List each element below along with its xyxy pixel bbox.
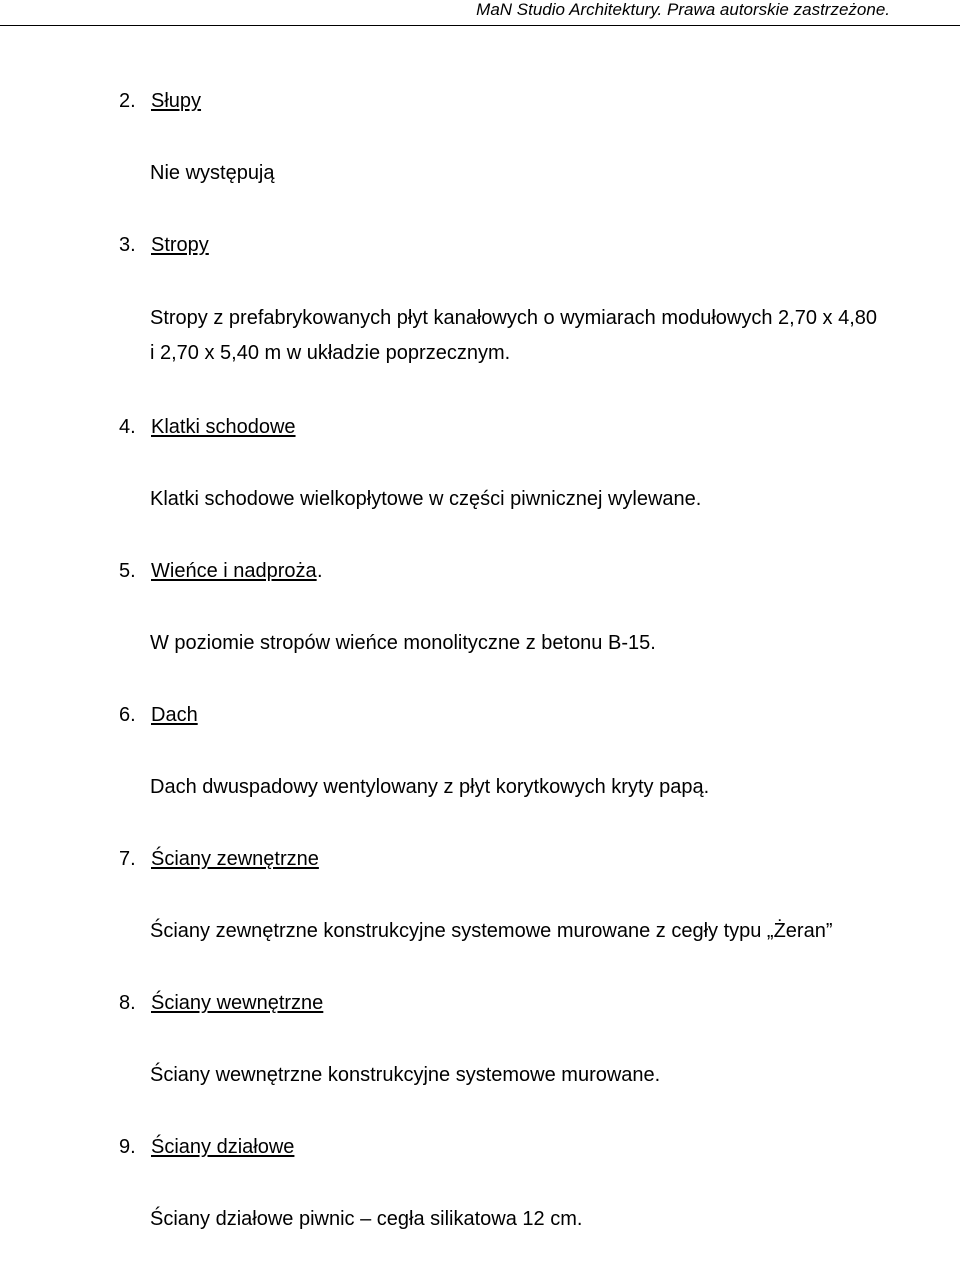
section-title: Stropy: [151, 234, 209, 256]
section-title: Klatki schodowe: [151, 416, 296, 438]
section-title-period: .: [317, 560, 323, 582]
section-heading-sciany-dzialowe: [0, 1131, 960, 1163]
section-body: W poziomie stropów wieńce monolityczne z betonu B-15.: [150, 632, 656, 654]
section-title: Ściany zewnętrzne: [151, 848, 319, 870]
section-title: Ściany działowe: [151, 1136, 295, 1158]
section-number: 6.: [119, 704, 136, 726]
document-content: [0, 85, 960, 1275]
section-body: Dach dwuspadowy wentylowany z płyt korytkowych kryty papą.: [150, 776, 710, 798]
section-heading-slupy: [0, 85, 960, 117]
section-number: 2.: [119, 90, 136, 112]
section-heading-sciany-wewnetrzne: [0, 987, 960, 1019]
section-heading-dach: [0, 699, 960, 731]
section-number: 9.: [119, 1136, 136, 1158]
section-body: Ściany zewnętrzne konstrukcyjne systemowe murowane z cegły typu „Żeran”: [150, 920, 833, 942]
section-title: Słupy: [151, 90, 202, 112]
section-heading-stropy: [0, 229, 960, 261]
section-body: Ściany działowe piwnic – cegła silikatowa 12 cm.: [150, 1208, 583, 1230]
section-number: 8.: [119, 992, 136, 1014]
section-number: 7.: [119, 848, 136, 870]
section-number: 5.: [119, 560, 136, 582]
header-divider: [0, 25, 960, 26]
section-number: 4.: [119, 416, 136, 438]
section-body: Nie występują: [150, 162, 275, 184]
page-header-copyright: MaN Studio Architektury. Prawa autorskie zastrzeżone.: [476, 0, 890, 19]
section-title-text: Wieńce i nadproża: [151, 560, 317, 582]
section-title: [151, 555, 317, 587]
section-title: Ściany wewnętrzne: [151, 992, 324, 1014]
section-body: Ściany wewnętrzne konstrukcyjne systemowe murowane.: [150, 1064, 661, 1086]
section-heading-klatki-schodowe: [0, 411, 960, 443]
section-number: 3.: [119, 234, 136, 256]
section-body: Klatki schodowe wielkopłytowe w części piwnicznej wylewane.: [150, 488, 702, 510]
section-title: Dach: [151, 704, 198, 726]
section-heading-wience-i-nadproza: [0, 555, 960, 587]
section-heading-sciany-zewnetrzne: [0, 843, 960, 875]
section-body: Stropy z prefabrykowanych płyt kanałowych o wymiarach modułowych 2,70 x 4,80 i 2,70 x 5,40 m w układzie poprzecznym.: [150, 307, 878, 364]
